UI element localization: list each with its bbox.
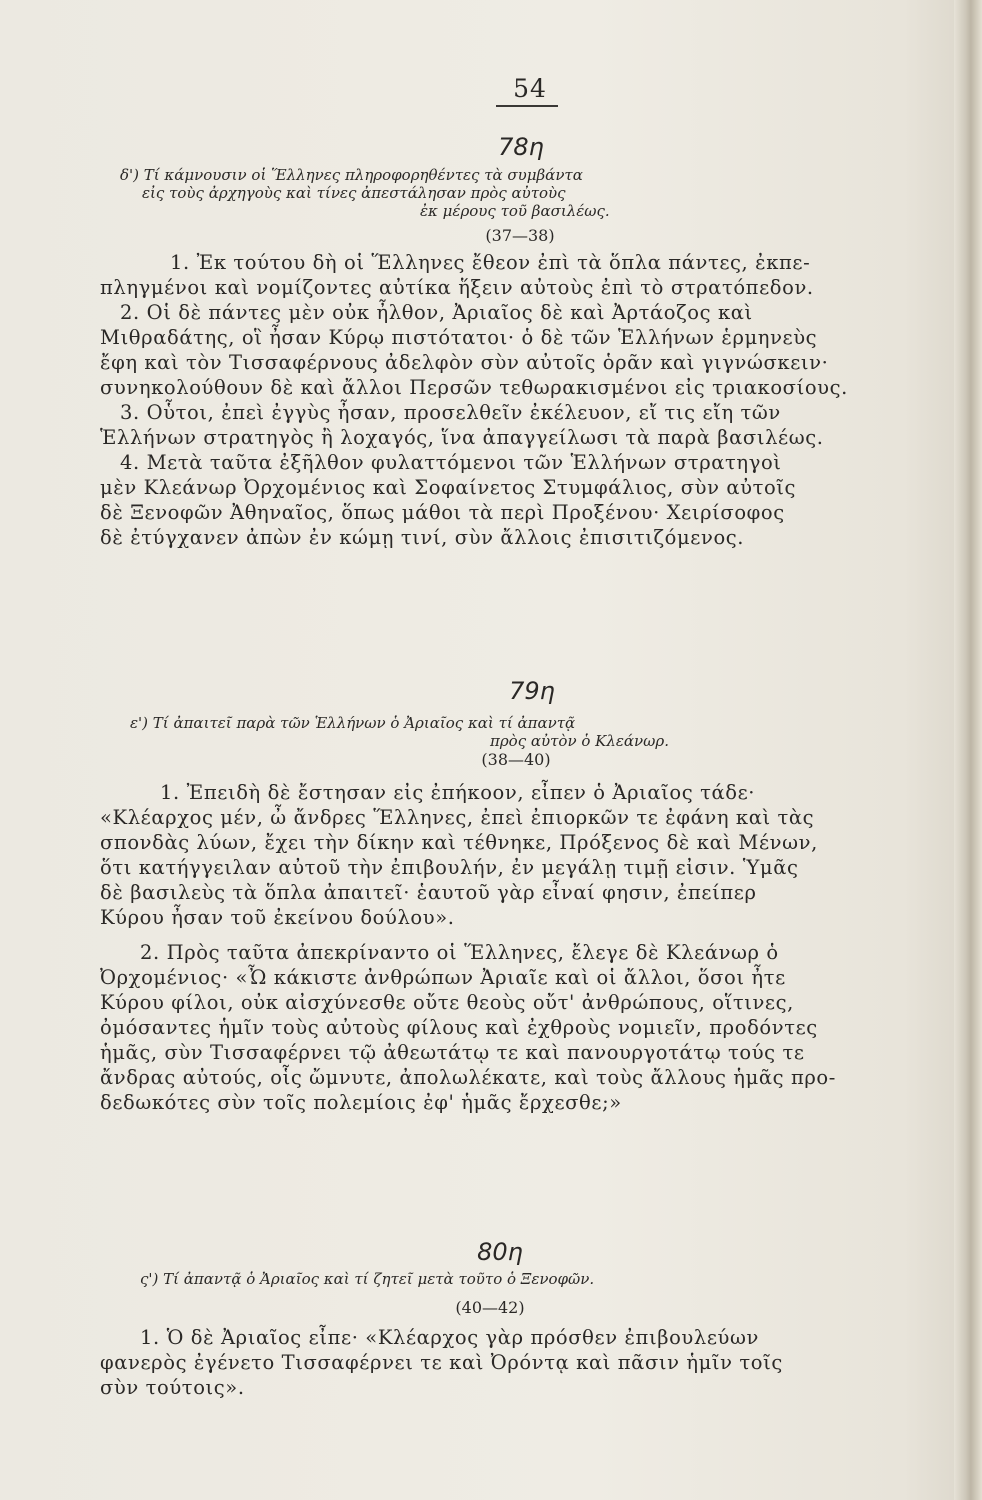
text-line: 1. Ἐκ τούτου δὴ οἱ Ἕλληνες ἔθεον ἐπὶ τὰ ὅπλα πάντες, ἐκπε- (170, 251, 811, 274)
question-line: ς') Τί ἀπαντᾷ ὁ Ἀριαῖος καὶ τί ζητεῖ μετὰ τοῦτο ὁ Ξενοφῶν. (140, 1270, 595, 1288)
page-number: 54 (513, 74, 547, 103)
lesson-heading-78: 78η (498, 133, 544, 161)
paragraph-78-4 (100, 450, 796, 550)
page-edge-shadow (954, 0, 982, 1500)
question-line: πρὸς αὐτὸν ὁ Κλεάνωρ. (490, 732, 669, 750)
question-line: εἰς τοὺς ἀρχηγοὺς καὶ τίνες ἀπεστάλησαν πρὸς αὐτοὺς (142, 184, 566, 202)
text-line: «Κλέαρχος μέν, ὦ ἄνδρες Ἕλληνες, ἐπεὶ ἐπιορκῶν τε ἐφάνη καὶ τὰς (100, 806, 815, 829)
text-line: δὲ ἐτύγχανεν ἀπὼν ἐν κώμῃ τινί, σὺν ἄλλοις ἐπισιτιζόμενος. (100, 526, 745, 549)
lesson-heading-80: 80η (477, 1238, 523, 1266)
text-line: ἄνδρας αὐτούς, οἷς ὤμνυτε, ἀπολωλέκατε, καὶ τοὺς ἄλλους ἡμᾶς προ- (100, 1066, 836, 1089)
text-line: πληγμένοι καὶ νομίζοντες αὐτίκα ἥξειν αὐτοὺς ἐπὶ τὸ στρατόπεδον. (100, 276, 814, 299)
text-line: Κύρου φίλοι, οὐκ αἰσχύνεσθε οὔτε θεοὺς οὔτ' ἀνθρώπους, οἵτινες, (100, 991, 794, 1014)
question-79 (130, 714, 669, 750)
text-line: 4. Μετὰ ταῦτα ἐξῆλθον φυλαττόμενοι τῶν Ἑλλήνων στρατηγοὶ (120, 451, 782, 474)
text-line: Ὀρχομένιος· «Ὦ κάκιστε ἀνθρώπων Ἀριαῖε καὶ οἱ ἄλλοι, ὅσοι ἦτε (100, 966, 786, 989)
text-line: Ἑλλήνων στρατηγὸς ἢ λοχαγός, ἵνα ἀπαγγείλωσι τὰ παρὰ βασιλέως. (100, 426, 824, 449)
text-line: 1. Ὁ δὲ Ἀριαῖος εἶπε· «Κλέαρχος γὰρ πρόσθεν ἐπιβουλεύων (140, 1326, 759, 1349)
paragraph-79-1 (100, 780, 818, 930)
text-line: δὲ Ξενοφῶν Ἀθηναῖος, ὅπως μάθοι τὰ περὶ Προξένου· Χειρίσοφος (100, 501, 785, 524)
paragraph-80-1 (100, 1325, 783, 1400)
text-line: ὀμόσαντες ἡμῖν τοὺς αὐτοὺς φίλους καὶ ἐχθροὺς νομιεῖν, προδόντες (100, 1016, 818, 1039)
page-number-rule (496, 105, 558, 107)
text-line: σπονδὰς λύων, ἔχει τὴν δίκην καὶ τέθνηκε, Πρόξενος δὲ καὶ Μένων, (100, 831, 818, 854)
text-line: Μιθραδάτης, οἳ ἦσαν Κύρῳ πιστότατοι· ὁ δὲ τῶν Ἑλλήνων ἑρμηνεὺς (100, 326, 818, 349)
question-78 (120, 166, 610, 220)
question-line: ε') Τί ἀπαιτεῖ παρὰ τῶν Ἑλλήνων ὁ Ἀριαῖος καὶ τί ἀπαντᾷ (130, 714, 576, 732)
text-line: ἔφη καὶ τὸν Τισσαφέρνους ἀδελφὸν σὺν αὐτοῖς ὁρᾶν καὶ γιγνώσκειν· (100, 351, 829, 374)
question-line: ἐκ μέρους τοῦ βασιλέως. (420, 202, 610, 220)
text-line: σὺν τούτοις». (100, 1376, 245, 1399)
text-line: δὲ βασιλεὺς τὰ ὅπλα ἀπαιτεῖ· ἑαυτοῦ γὰρ εἶναί φησιν, ἐπείπερ (100, 881, 757, 904)
text-line: συνηκολούθουν δὲ καὶ ἄλλοι Περσῶν τεθωρακισμένοι εἰς τριακοσίους. (100, 376, 848, 399)
paragraph-78-2 (100, 300, 848, 400)
text-line: φανερὸς ἐγένετο Τισσαφέρνει τε καὶ Ὀρόντᾳ καὶ πᾶσιν ἡμῖν τοῖς (100, 1351, 783, 1374)
reference-79: (38—40) (481, 750, 551, 769)
text-line: δεδωκότες σὺν τοῖς πολεμίοις ἐφ' ἡμᾶς ἔρχεσθε;» (100, 1091, 622, 1114)
reference-78: (37—38) (485, 226, 555, 245)
text-line: 1. Ἐπειδὴ δὲ ἔστησαν εἰς ἐπήκοον, εἶπεν ὁ Ἀριαῖος τάδε· (160, 781, 756, 804)
text-line: ὅτι κατήγγειλαν αὐτοῦ τὴν ἐπιβουλήν, ἐν μεγάλῃ τιμῇ εἰσιν. Ὑμᾶς (100, 856, 799, 879)
text-line: 3. Οὗτοι, ἐπεὶ ἐγγὺς ἦσαν, προσελθεῖν ἐκέλευον, εἴ τις εἴη τῶν (120, 401, 781, 424)
reference-80: (40—42) (455, 1298, 525, 1317)
question-80 (140, 1270, 594, 1288)
text-line: Κύρου ἦσαν τοῦ ἐκείνου δούλου». (100, 906, 455, 929)
paragraph-79-2 (100, 940, 836, 1115)
lesson-heading-79: 79η (509, 677, 555, 705)
question-line: δ') Τί κάμνουσιν οἱ Ἕλληνες πληροφορηθέντες τὰ συμβάντα (120, 166, 583, 184)
text-line: 2. Πρὸς ταῦτα ἀπεκρίναντο οἱ Ἕλληνες, ἔλεγε δὲ Κλεάνωρ ὁ (140, 941, 779, 964)
text-line: 2. Οἱ δὲ πάντες μὲν οὐκ ἦλθον, Ἀριαῖος δὲ καὶ Ἀρτάοζος καὶ (120, 301, 753, 324)
text-line: μὲν Κλεάνωρ Ὀρχομένιος καὶ Σοφαίνετος Στυμφάλιος, σὺν αὐτοῖς (100, 476, 797, 499)
text-line: ἡμᾶς, σὺν Τισσαφέρνει τῷ ἀθεωτάτῳ τε καὶ πανουργοτάτῳ τούς τε (100, 1041, 805, 1064)
paragraph-78-3 (100, 400, 824, 450)
paragraph-78-1 (100, 250, 814, 300)
